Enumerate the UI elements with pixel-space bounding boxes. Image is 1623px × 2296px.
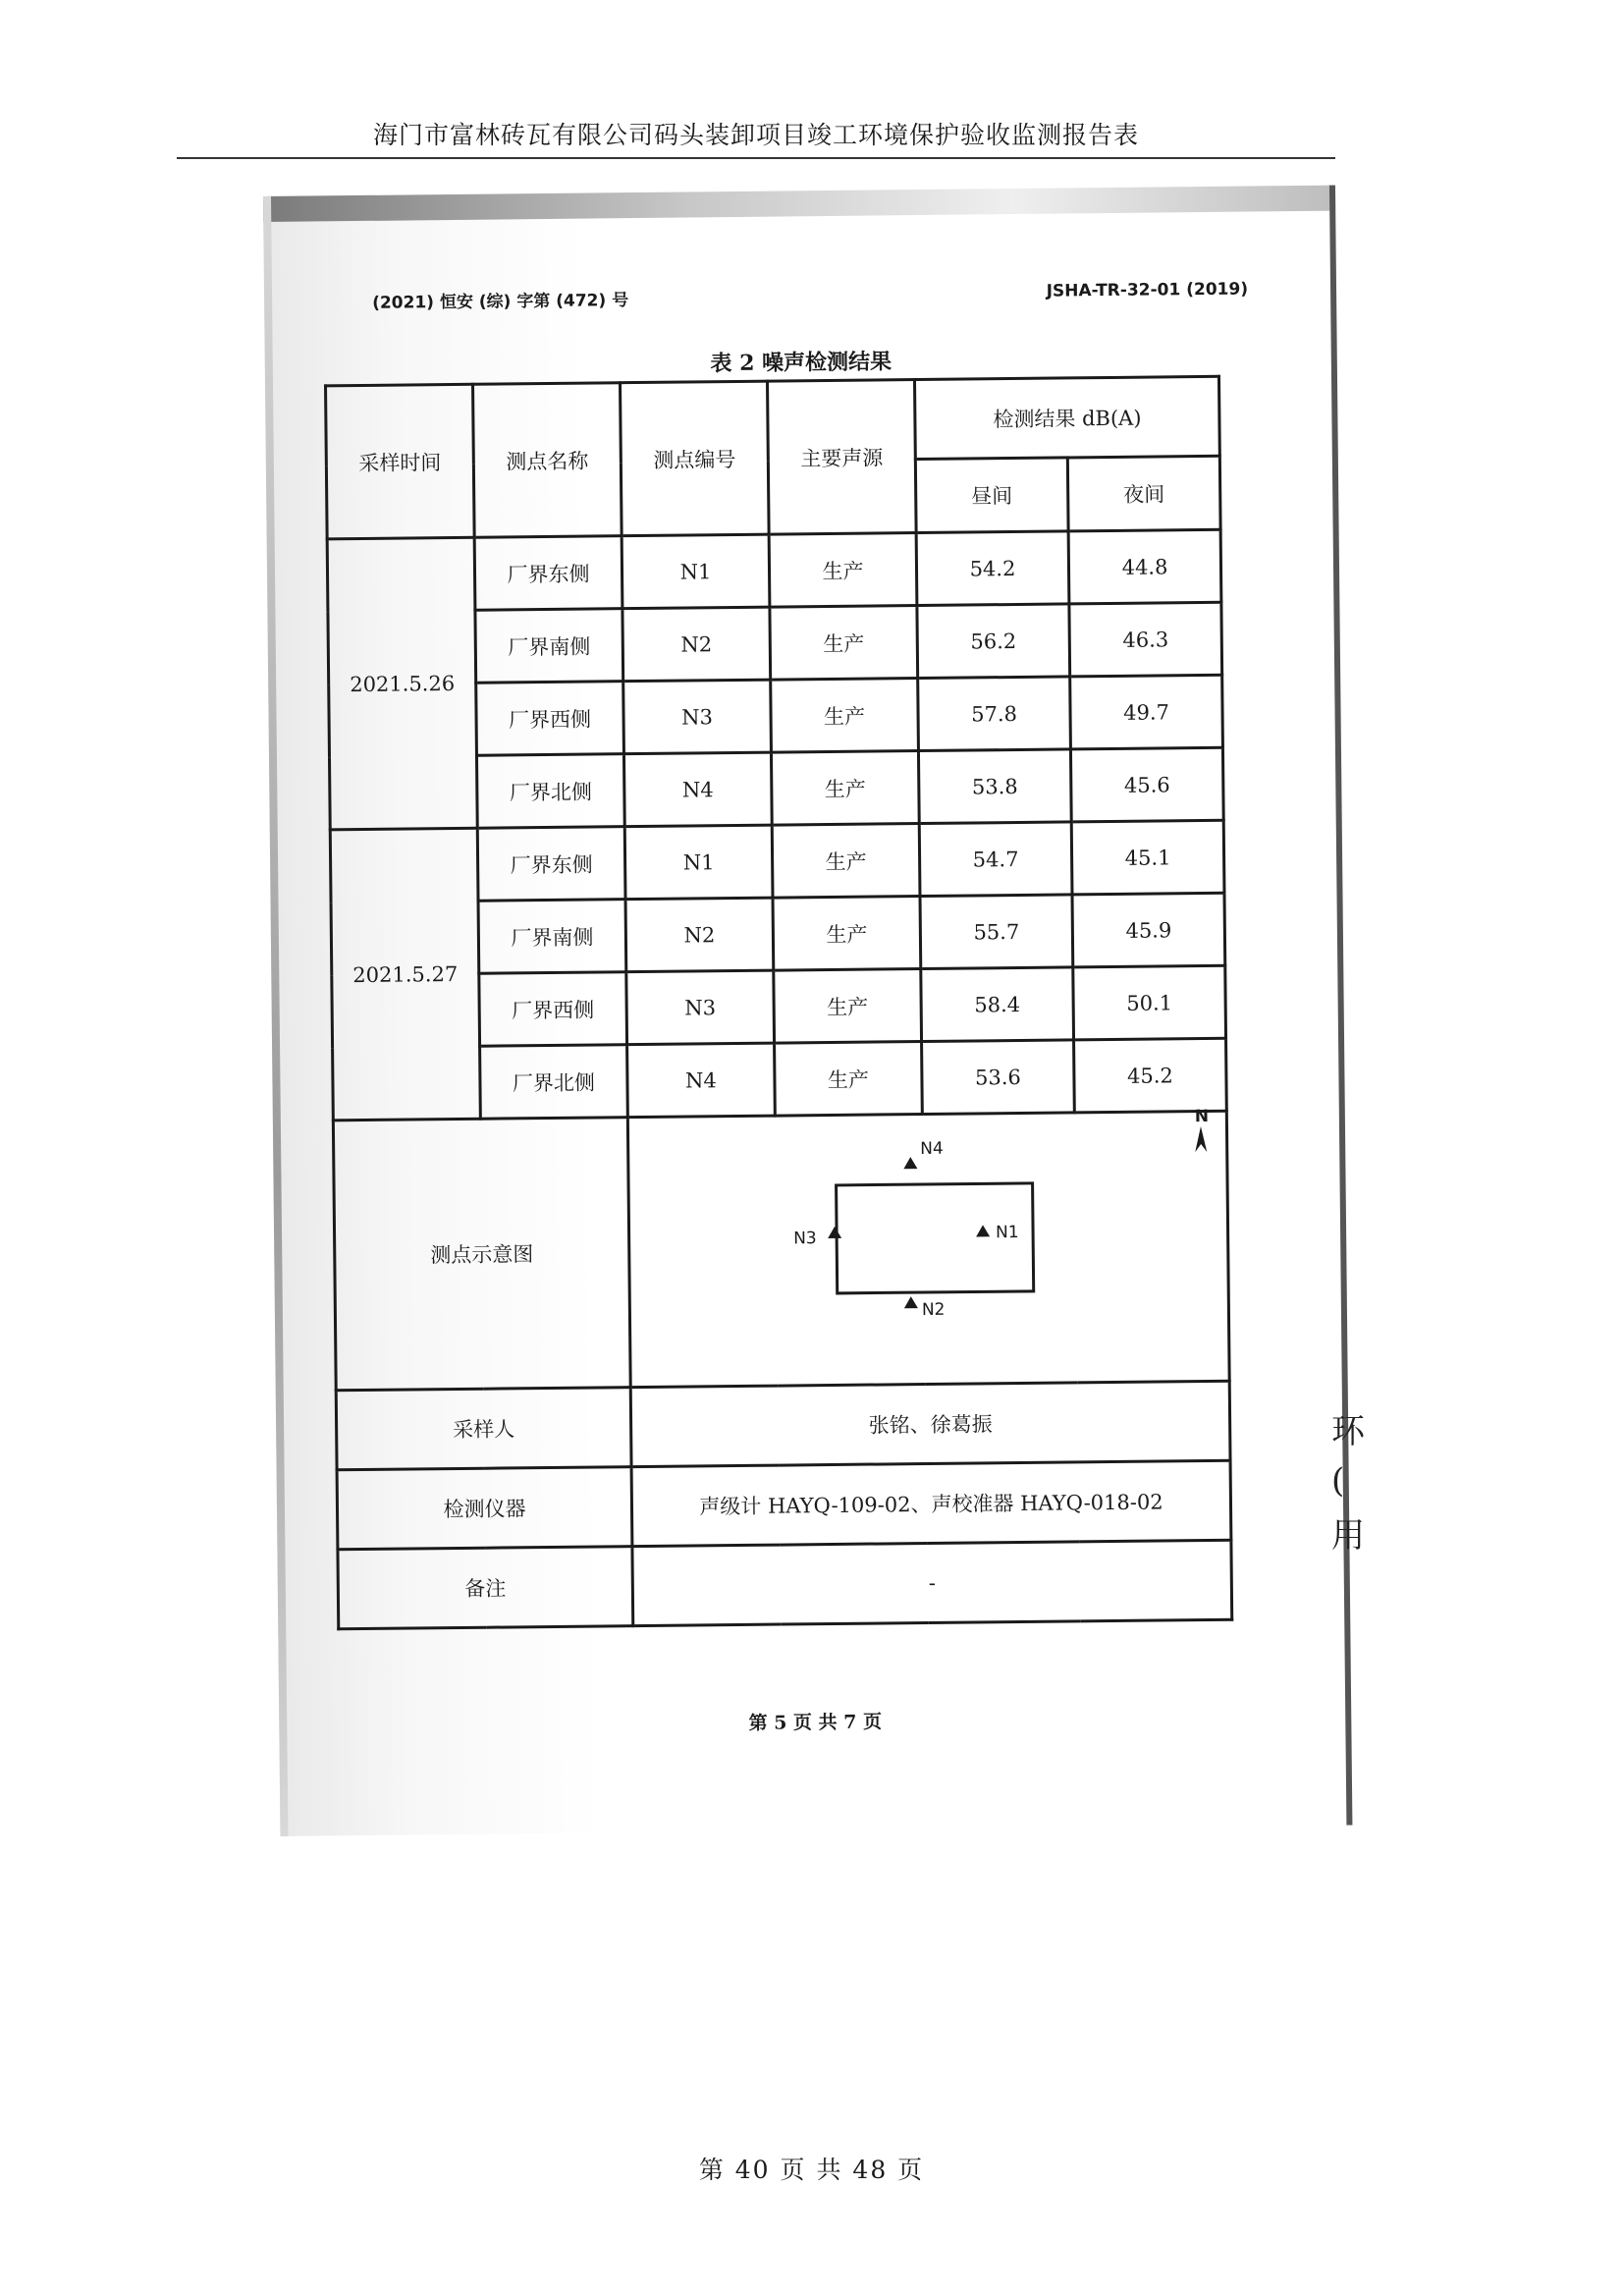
night-value: 46.3 [1069, 602, 1222, 677]
instrument-row [337, 1460, 1231, 1550]
scanned-report-page [263, 186, 1352, 1836]
n4-marker-icon [903, 1157, 917, 1169]
point-name: 厂界西侧 [476, 682, 624, 756]
instrument-value: 声级计 HAYQ-109-02、声校准器 HAYQ-018-02 [631, 1460, 1231, 1546]
point-id: N4 [627, 1043, 776, 1118]
noise-result-table [324, 375, 1233, 1630]
point-name: 厂界南侧 [478, 900, 626, 974]
night-value: 45.9 [1072, 893, 1225, 967]
scan-shadow-left [263, 196, 288, 1836]
header-sampling-time: 采样时间 [326, 384, 475, 539]
measurement-point-diagram [627, 1106, 1229, 1387]
day-value: 53.8 [918, 749, 1071, 824]
day-value: 58.4 [921, 967, 1074, 1042]
north-arrow-icon [1195, 1126, 1207, 1152]
document-page-number: 第 40 页 共 48 页 [698, 2156, 925, 2184]
point-name: 厂界南侧 [475, 609, 623, 683]
day-value: 57.8 [918, 677, 1071, 751]
report-reference-number: (2021) 恒安 (综) 字第 (472) 号 [372, 291, 629, 313]
header-result: 检测结果 dB(A) [914, 376, 1219, 459]
scan-shadow-right [1329, 186, 1352, 1826]
noise-source: 生产 [772, 824, 920, 899]
point-id: N3 [626, 970, 775, 1045]
diagram-label: 测点示意图 [333, 1118, 630, 1391]
noise-source: 生产 [773, 897, 921, 971]
n2-label: N2 [921, 1299, 946, 1321]
point-id: N1 [624, 825, 773, 900]
night-value: 49.7 [1070, 675, 1223, 749]
diagram-row [333, 1111, 1229, 1391]
day-value: 53.6 [922, 1040, 1075, 1115]
scan-shadow-top [263, 186, 1335, 222]
document-header [177, 110, 1335, 159]
point-name: 厂界东侧 [477, 827, 625, 902]
sampler-row [336, 1381, 1230, 1470]
point-id: N4 [623, 752, 772, 827]
table-row [327, 529, 1221, 612]
noise-source: 生产 [771, 679, 919, 753]
form-code: JSHA-TR-32-01 (2019) [1046, 279, 1249, 301]
point-id: N1 [622, 534, 770, 609]
day-value: 56.2 [917, 604, 1070, 679]
night-value: 45.1 [1071, 820, 1224, 895]
table-header-row [326, 376, 1220, 465]
edge-fragment-top: 环 [1331, 1412, 1365, 1451]
point-id: N2 [622, 607, 771, 682]
remark-value: - [632, 1540, 1232, 1625]
night-value: 45.2 [1074, 1038, 1227, 1113]
edge-fragment-mid: ( [1331, 1461, 1345, 1501]
sampling-date: 2021.5.26 [327, 537, 477, 830]
point-id: N3 [623, 680, 772, 754]
noise-source: 生产 [769, 533, 917, 608]
table-row [330, 820, 1224, 902]
n1-label: N1 [995, 1222, 1019, 1243]
n4-label: N4 [920, 1138, 944, 1160]
point-name: 厂界北侧 [480, 1045, 628, 1120]
header-day: 昼间 [915, 458, 1068, 533]
noise-source: 生产 [770, 606, 918, 681]
day-value: 55.7 [920, 895, 1073, 969]
remark-label: 备注 [338, 1547, 633, 1629]
remark-row [338, 1540, 1232, 1629]
night-value: 50.1 [1073, 965, 1226, 1040]
sampler-label: 采样人 [336, 1388, 631, 1470]
point-name: 厂界西侧 [479, 972, 627, 1047]
instrument-label: 检测仪器 [337, 1467, 632, 1550]
edge-fragment-bottom: 用 [1331, 1516, 1365, 1556]
north-label: N [1194, 1106, 1210, 1127]
n2-marker-icon [904, 1296, 918, 1308]
table-title: 表 2 噪声检测结果 [710, 349, 893, 377]
inner-page-number: 第 5 页 共 7 页 [748, 1711, 883, 1734]
sampler-value: 张铭、徐葛振 [630, 1381, 1230, 1466]
n3-label: N3 [793, 1229, 817, 1249]
header-point-name: 测点名称 [473, 383, 622, 538]
point-id: N2 [625, 898, 774, 972]
night-value: 45.6 [1070, 747, 1223, 822]
n3-marker-icon [828, 1227, 841, 1238]
night-value: 44.8 [1068, 529, 1221, 604]
header-night: 夜间 [1067, 456, 1220, 531]
header-point-id: 测点编号 [621, 381, 770, 536]
n1-marker-icon [976, 1225, 990, 1236]
day-value: 54.7 [919, 822, 1072, 897]
point-name: 厂界东侧 [474, 536, 622, 611]
day-value: 54.2 [916, 531, 1069, 606]
noise-source: 生产 [771, 751, 919, 826]
point-name: 厂界北侧 [476, 754, 624, 829]
document-title: 海门市富林砖瓦有限公司码头装卸项目竣工环境保护验收监测报告表 [372, 121, 1139, 149]
noise-source: 生产 [775, 1042, 923, 1117]
header-main-source: 主要声源 [767, 380, 916, 535]
sampling-date: 2021.5.27 [330, 828, 480, 1121]
noise-source: 生产 [774, 969, 922, 1044]
